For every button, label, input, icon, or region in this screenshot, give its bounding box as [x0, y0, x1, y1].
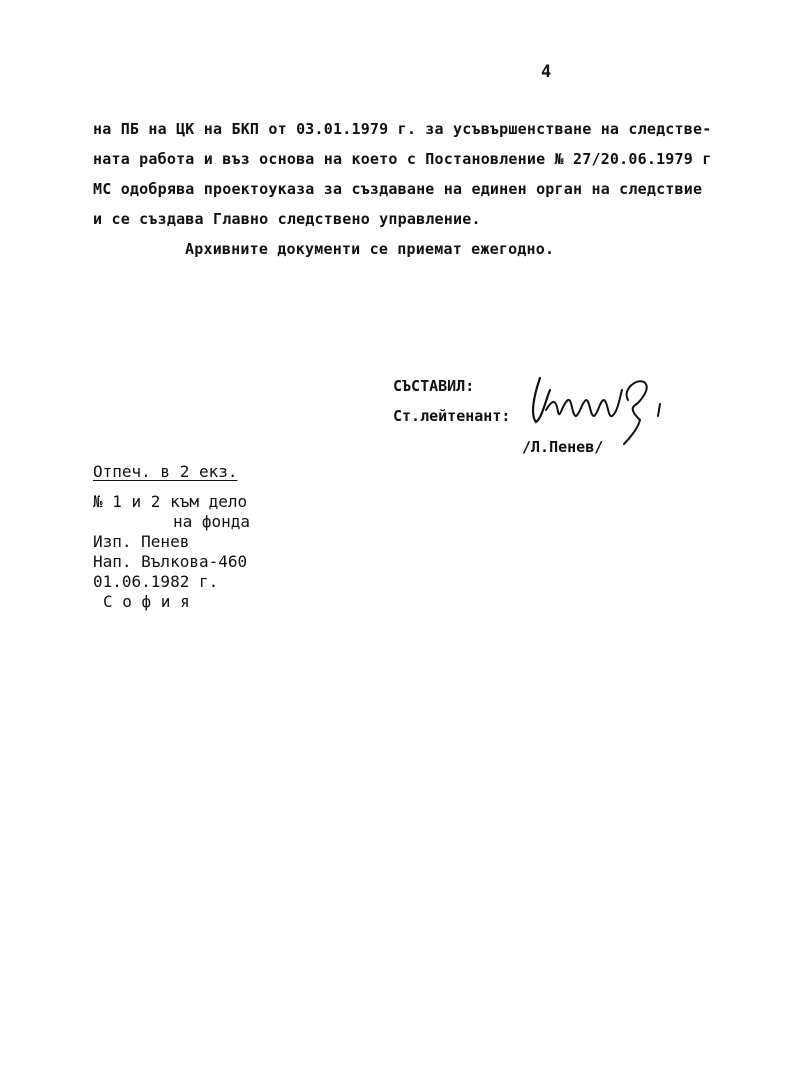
- rank-label: Ст.лейтенант:: [393, 407, 511, 425]
- handwritten-signature: [512, 360, 672, 450]
- date-line: 01.06.1982 г.: [93, 572, 219, 591]
- copies-count: Отпеч. в 2 екз.: [93, 462, 238, 481]
- paragraph-line: ната работа и въз основа на което с Постановление № 27/20.06.1979 г: [93, 150, 712, 168]
- city-line: С о ф и я: [103, 592, 190, 611]
- fond-reference: на фонда: [173, 512, 251, 531]
- page-number: 4: [541, 62, 552, 82]
- file-reference: № 1 и 2 към дело: [93, 492, 248, 511]
- paragraph-line: МС одобрява проектоуказа за създаване на единен орган на следствие: [93, 180, 703, 198]
- paragraph-line: и се създава Главно следствено управление.: [93, 210, 481, 228]
- signatory-name: /Л.Пенев/: [522, 438, 604, 456]
- paragraph-line: на ПБ на ЦК на БКП от 03.01.1979 г. за усъвършенстване на следстве-: [93, 120, 712, 138]
- typist-line: Нап. Вълкова-460: [93, 552, 248, 571]
- executor-line: Изп. Пенев: [93, 532, 190, 551]
- closing-sentence: Архивните документи се приемат ежегодно.: [185, 240, 555, 258]
- composed-by-label: СЪСТАВИЛ:: [393, 377, 475, 395]
